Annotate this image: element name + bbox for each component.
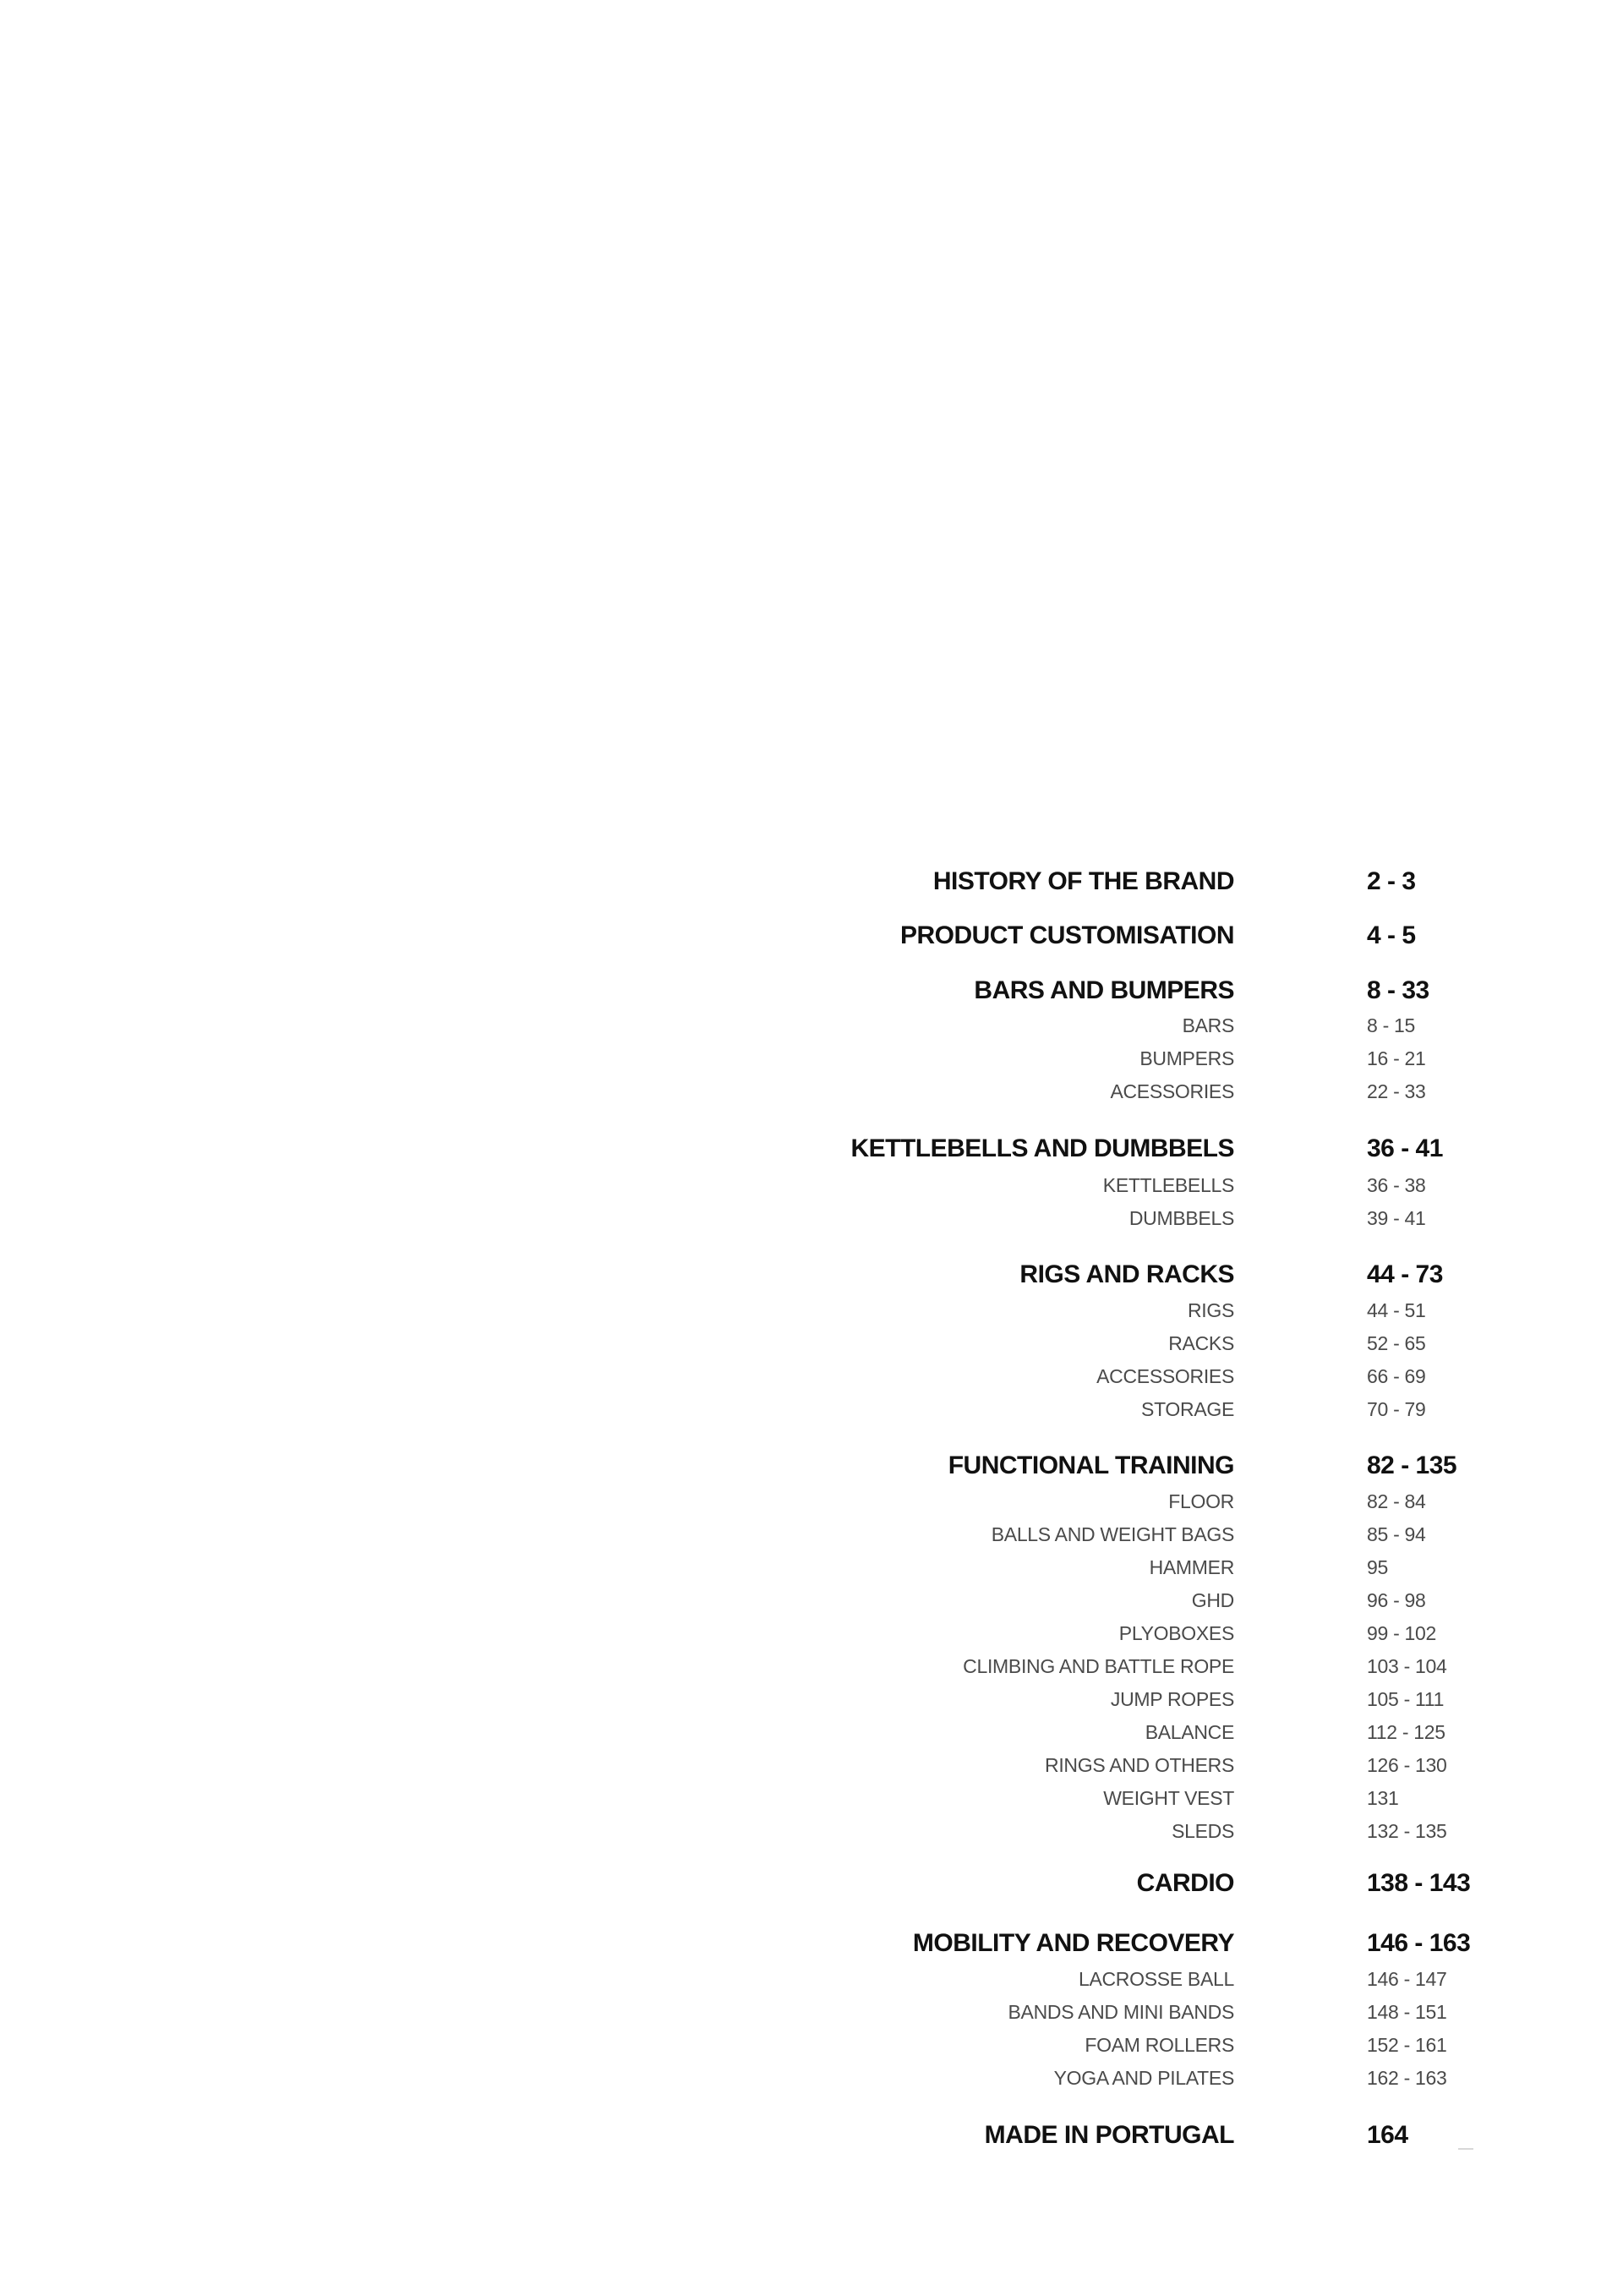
toc-subsection-label: RINGS AND OTHERS [1045, 1753, 1234, 1776]
toc-section-pages: 2 - 3 [1367, 867, 1416, 895]
toc-subsection-label: DUMBBELS [1128, 1206, 1234, 1229]
toc-subsection-pages: 36 - 38 [1367, 1173, 1426, 1196]
toc-subsection-label: BUMPERS [1139, 1047, 1234, 1069]
toc-section-label: BARS AND BUMPERS [974, 976, 1234, 1004]
toc-subsection-label: FOAM ROLLERS [1085, 2033, 1234, 2056]
toc-section-pages: 4 - 5 [1367, 921, 1416, 949]
toc-subsection-racks [0, 1326, 1623, 1360]
toc-subsection-pages: 112 - 125 [1367, 1720, 1445, 1743]
toc-section-label: PRODUCT CUSTOMISATION [899, 921, 1234, 949]
toc-section-label: MADE IN PORTUGAL [984, 2121, 1234, 2149]
toc-subsection-label: STORAGE [1141, 1397, 1234, 1420]
toc-section-pages: 146 - 163 [1367, 1929, 1471, 1957]
toc-subsection-ghd [0, 1583, 1623, 1617]
toc-subsection-rigs [0, 1293, 1623, 1327]
toc-subsection-jump-ropes [0, 1682, 1623, 1716]
toc-subsection-pages: 85 - 94 [1367, 1522, 1426, 1545]
toc-section-mobility-recovery [0, 1927, 1623, 1960]
toc-subsection-pages: 52 - 65 [1367, 1331, 1426, 1354]
toc-subsection-balls-weight-bags [0, 1517, 1623, 1551]
toc-subsection-weight-vest [0, 1781, 1623, 1815]
toc-section-bars-bumpers [0, 974, 1623, 1008]
toc-subsection-pages: 103 - 104 [1367, 1654, 1447, 1677]
toc-subsection-yoga-pilates [0, 2061, 1623, 2095]
toc-subsection-dumbbels [0, 1201, 1623, 1235]
toc-subsection-label: BARS [1182, 1014, 1234, 1036]
toc-subsection-bars [0, 1009, 1623, 1042]
toc-subsection-pages: 126 - 130 [1367, 1753, 1447, 1776]
toc-subsection-pages: 162 - 163 [1367, 2066, 1447, 2089]
toc-subsection-sleds [0, 1814, 1623, 1848]
toc-section-label: MOBILITY AND RECOVERY [912, 1929, 1234, 1957]
toc-subsection-label: RIGS [1187, 1298, 1234, 1321]
end-mark [1458, 2148, 1473, 2150]
toc-subsection-foam-rollers [0, 2028, 1623, 2062]
toc-subsection-label: PLYOBOXES [1118, 1621, 1234, 1644]
toc-subsection-pages: 152 - 161 [1367, 2033, 1447, 2056]
toc-subsection-label: FLOOR [1168, 1490, 1234, 1512]
toc-section-pages: 44 - 73 [1367, 1260, 1443, 1288]
toc-subsection-bumpers [0, 1041, 1623, 1075]
toc-subsection-label: JUMP ROPES [1110, 1687, 1234, 1710]
toc-subsection-pages: 95 [1367, 1555, 1388, 1578]
toc-subsection-label: LACROSSE BALL [1078, 1967, 1234, 1990]
toc-section-label: HISTORY OF THE BRAND [932, 867, 1234, 895]
toc-subsection-label: CLIMBING AND BATTLE ROPE [963, 1654, 1234, 1677]
toc-section-made-in-portugal [0, 2118, 1623, 2152]
toc-section-label: FUNCTIONAL TRAINING [948, 1451, 1234, 1479]
toc-subsection-acessories [0, 1074, 1623, 1108]
toc-subsection-climbing-battle-rope [0, 1649, 1623, 1683]
toc-section-rigs-racks [0, 1258, 1623, 1292]
toc-section-pages: 8 - 33 [1367, 976, 1429, 1004]
toc-section-pages: 138 - 143 [1367, 1869, 1471, 1897]
toc-subsection-label: BALANCE [1145, 1720, 1234, 1743]
toc-section-label: KETTLEBELLS AND DUMBBELS [850, 1134, 1234, 1162]
toc-subsection-pages: 44 - 51 [1367, 1298, 1426, 1321]
toc-subsection-accessories [0, 1359, 1623, 1393]
toc-subsection-label: BANDS AND MINI BANDS [1008, 2000, 1234, 2023]
toc-subsection-pages: 22 - 33 [1367, 1080, 1426, 1102]
toc-subsection-label: ACESSORIES [1110, 1080, 1234, 1102]
toc-subsection-rings-others [0, 1748, 1623, 1782]
toc-subsection-floor [0, 1484, 1623, 1518]
toc-subsection-pages: 82 - 84 [1367, 1490, 1426, 1512]
toc-subsection-pages: 99 - 102 [1367, 1621, 1436, 1644]
toc-subsection-label: GHD [1191, 1588, 1234, 1611]
toc-subsection-storage [0, 1392, 1623, 1426]
toc-subsection-pages: 131 [1367, 1786, 1399, 1809]
toc-section-history [0, 865, 1623, 899]
toc-section-pages: 36 - 41 [1367, 1134, 1443, 1162]
toc-subsection-label: RACKS [1168, 1331, 1234, 1354]
toc-section-label: CARDIO [1136, 1869, 1234, 1897]
toc-subsection-pages: 148 - 151 [1367, 2000, 1447, 2023]
toc-section-label: RIGS AND RACKS [1019, 1260, 1234, 1288]
toc-section-cardio [0, 1867, 1623, 1900]
toc-section-pages: 164 [1367, 2121, 1408, 2149]
toc-subsection-kettlebells [0, 1168, 1623, 1202]
toc-subsection-label: BALLS AND WEIGHT BAGS [991, 1522, 1234, 1545]
toc-subsection-hammer [0, 1550, 1623, 1584]
toc-subsection-label: KETTLEBELLS [1102, 1173, 1234, 1196]
toc-subsection-label: ACCESSORIES [1096, 1364, 1234, 1387]
toc-subsection-plyoboxes [0, 1616, 1623, 1650]
toc-subsection-bands-mini-bands [0, 1995, 1623, 2029]
toc-subsection-label: YOGA AND PILATES [1053, 2066, 1234, 2089]
toc-subsection-label: WEIGHT VEST [1103, 1786, 1234, 1809]
toc-subsection-label: SLEDS [1172, 1819, 1234, 1842]
toc-subsection-pages: 70 - 79 [1367, 1397, 1426, 1420]
toc-subsection-pages: 146 - 147 [1367, 1967, 1447, 1990]
toc-subsection-pages: 39 - 41 [1367, 1206, 1426, 1229]
toc-subsection-pages: 96 - 98 [1367, 1588, 1426, 1611]
toc-subsection-balance [0, 1715, 1623, 1749]
toc-section-customisation [0, 919, 1623, 953]
toc-section-kettlebells-dumbbels [0, 1132, 1623, 1166]
toc-subsection-pages: 16 - 21 [1367, 1047, 1426, 1069]
toc-subsection-label: HAMMER [1149, 1555, 1234, 1578]
toc-section-functional-training [0, 1449, 1623, 1483]
toc-subsection-lacrosse-ball [0, 1962, 1623, 1996]
toc-subsection-pages: 105 - 111 [1367, 1687, 1445, 1710]
toc-section-pages: 82 - 135 [1367, 1451, 1457, 1479]
toc-subsection-pages: 66 - 69 [1367, 1364, 1426, 1387]
toc-subsection-pages: 8 - 15 [1367, 1014, 1416, 1036]
toc-subsection-pages: 132 - 135 [1367, 1819, 1447, 1842]
